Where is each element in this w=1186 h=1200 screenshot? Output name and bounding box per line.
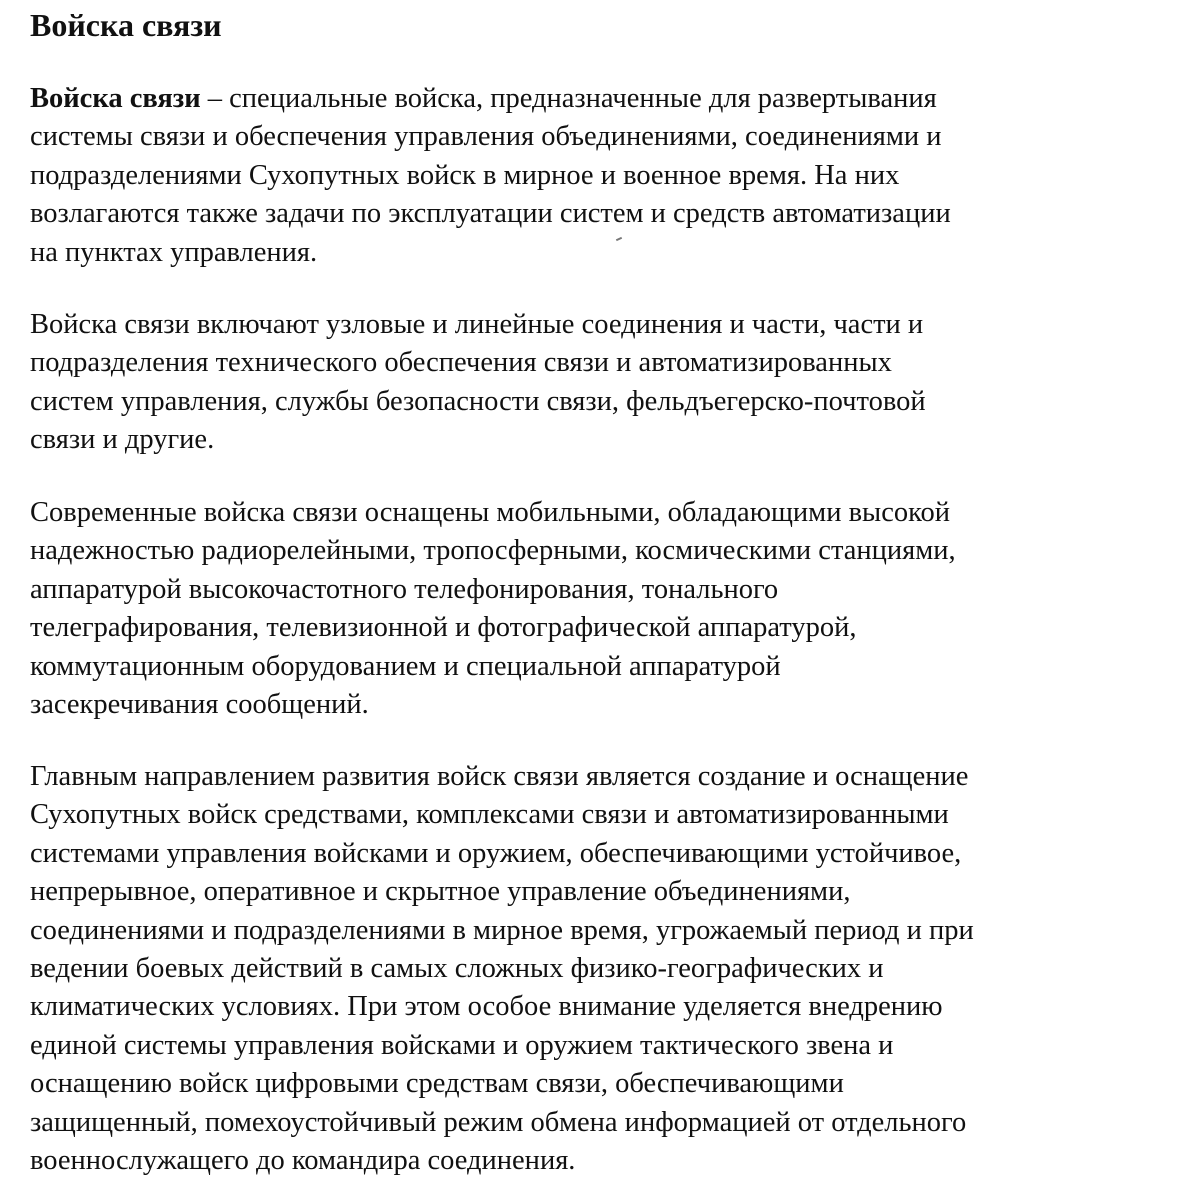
text-line: подразделениями Сухопутных войск в мирное и военное время. На них [30,159,900,191]
text-line-content: – специальные войска, предназначенные для развертывания [200,83,937,114]
document-page [30,0,1170,1176]
text-line: подразделения технического обеспечения связи и автоматизированных [30,347,892,379]
paragraph-development [30,758,974,1180]
text-line: защищенный, помехоустойчивый режим обмена информацией от отдельного [30,1106,967,1138]
text-line: климатических условиях. При этом особое внимание уделяется внедрению [30,991,943,1023]
text-line: засекречивания сообщений. [30,688,369,720]
text-line: Главным направлением развития войск связи является создание и оснащение [30,761,969,792]
text-line: систем управления, службы безопасности связи, фельдъегерско-почтовой [30,385,926,417]
text-line: ведении боевых действий в самых сложных физико-географических и [30,952,884,984]
text-line [30,80,951,118]
text-line: надежностью радиорелейными, тропосферными, космическими станциями, [30,535,956,567]
text-line: телеграфирования, телевизионной и фотографической аппаратурой, [30,612,857,644]
text-line: Сухопутных войск средствами, комплексами связи и автоматизированными [30,799,949,831]
paragraph-composition [30,306,926,460]
text-line: военнослужащего до командира соединения. [30,1144,576,1176]
lead-term: Войска связи [30,83,201,114]
text-line: системы связи и обеспечения управления объединениями, соединениями и [30,121,942,153]
text-line: возлагаются также задачи по эксплуатации систем и средств автоматизации [30,198,951,230]
text-line: аппаратурой высокочастотного телефонирования, тонального [30,573,779,605]
text-line: оснащению войск цифровыми средствам связи, обеспечивающими [30,1068,844,1100]
text-line: системами управления войсками и оружием, обеспечивающими устойчивое, [30,837,962,869]
paragraph-definition [30,80,951,272]
text-line: соединениями и подразделениями в мирное время, угрожаемый период и при [30,914,974,946]
text-line: Войска связи включают узловые и линейные соединения и части, части и [30,309,924,340]
text-line: на пунктах управления. [30,236,318,268]
text-line: Современные войска связи оснащены мобильными, обладающими высокой [30,497,951,528]
page-title: Войска связи [30,7,222,43]
text-line: непрерывное, оперативное и скрытное управление объединениями, [30,876,851,908]
paragraph-equipment [30,494,956,724]
text-line: единой системы управления войсками и оружием тактического звена и [30,1029,894,1061]
text-line: коммутационным оборудованием и специальной аппаратурой [30,650,781,682]
text-line: связи и другие. [30,424,215,456]
